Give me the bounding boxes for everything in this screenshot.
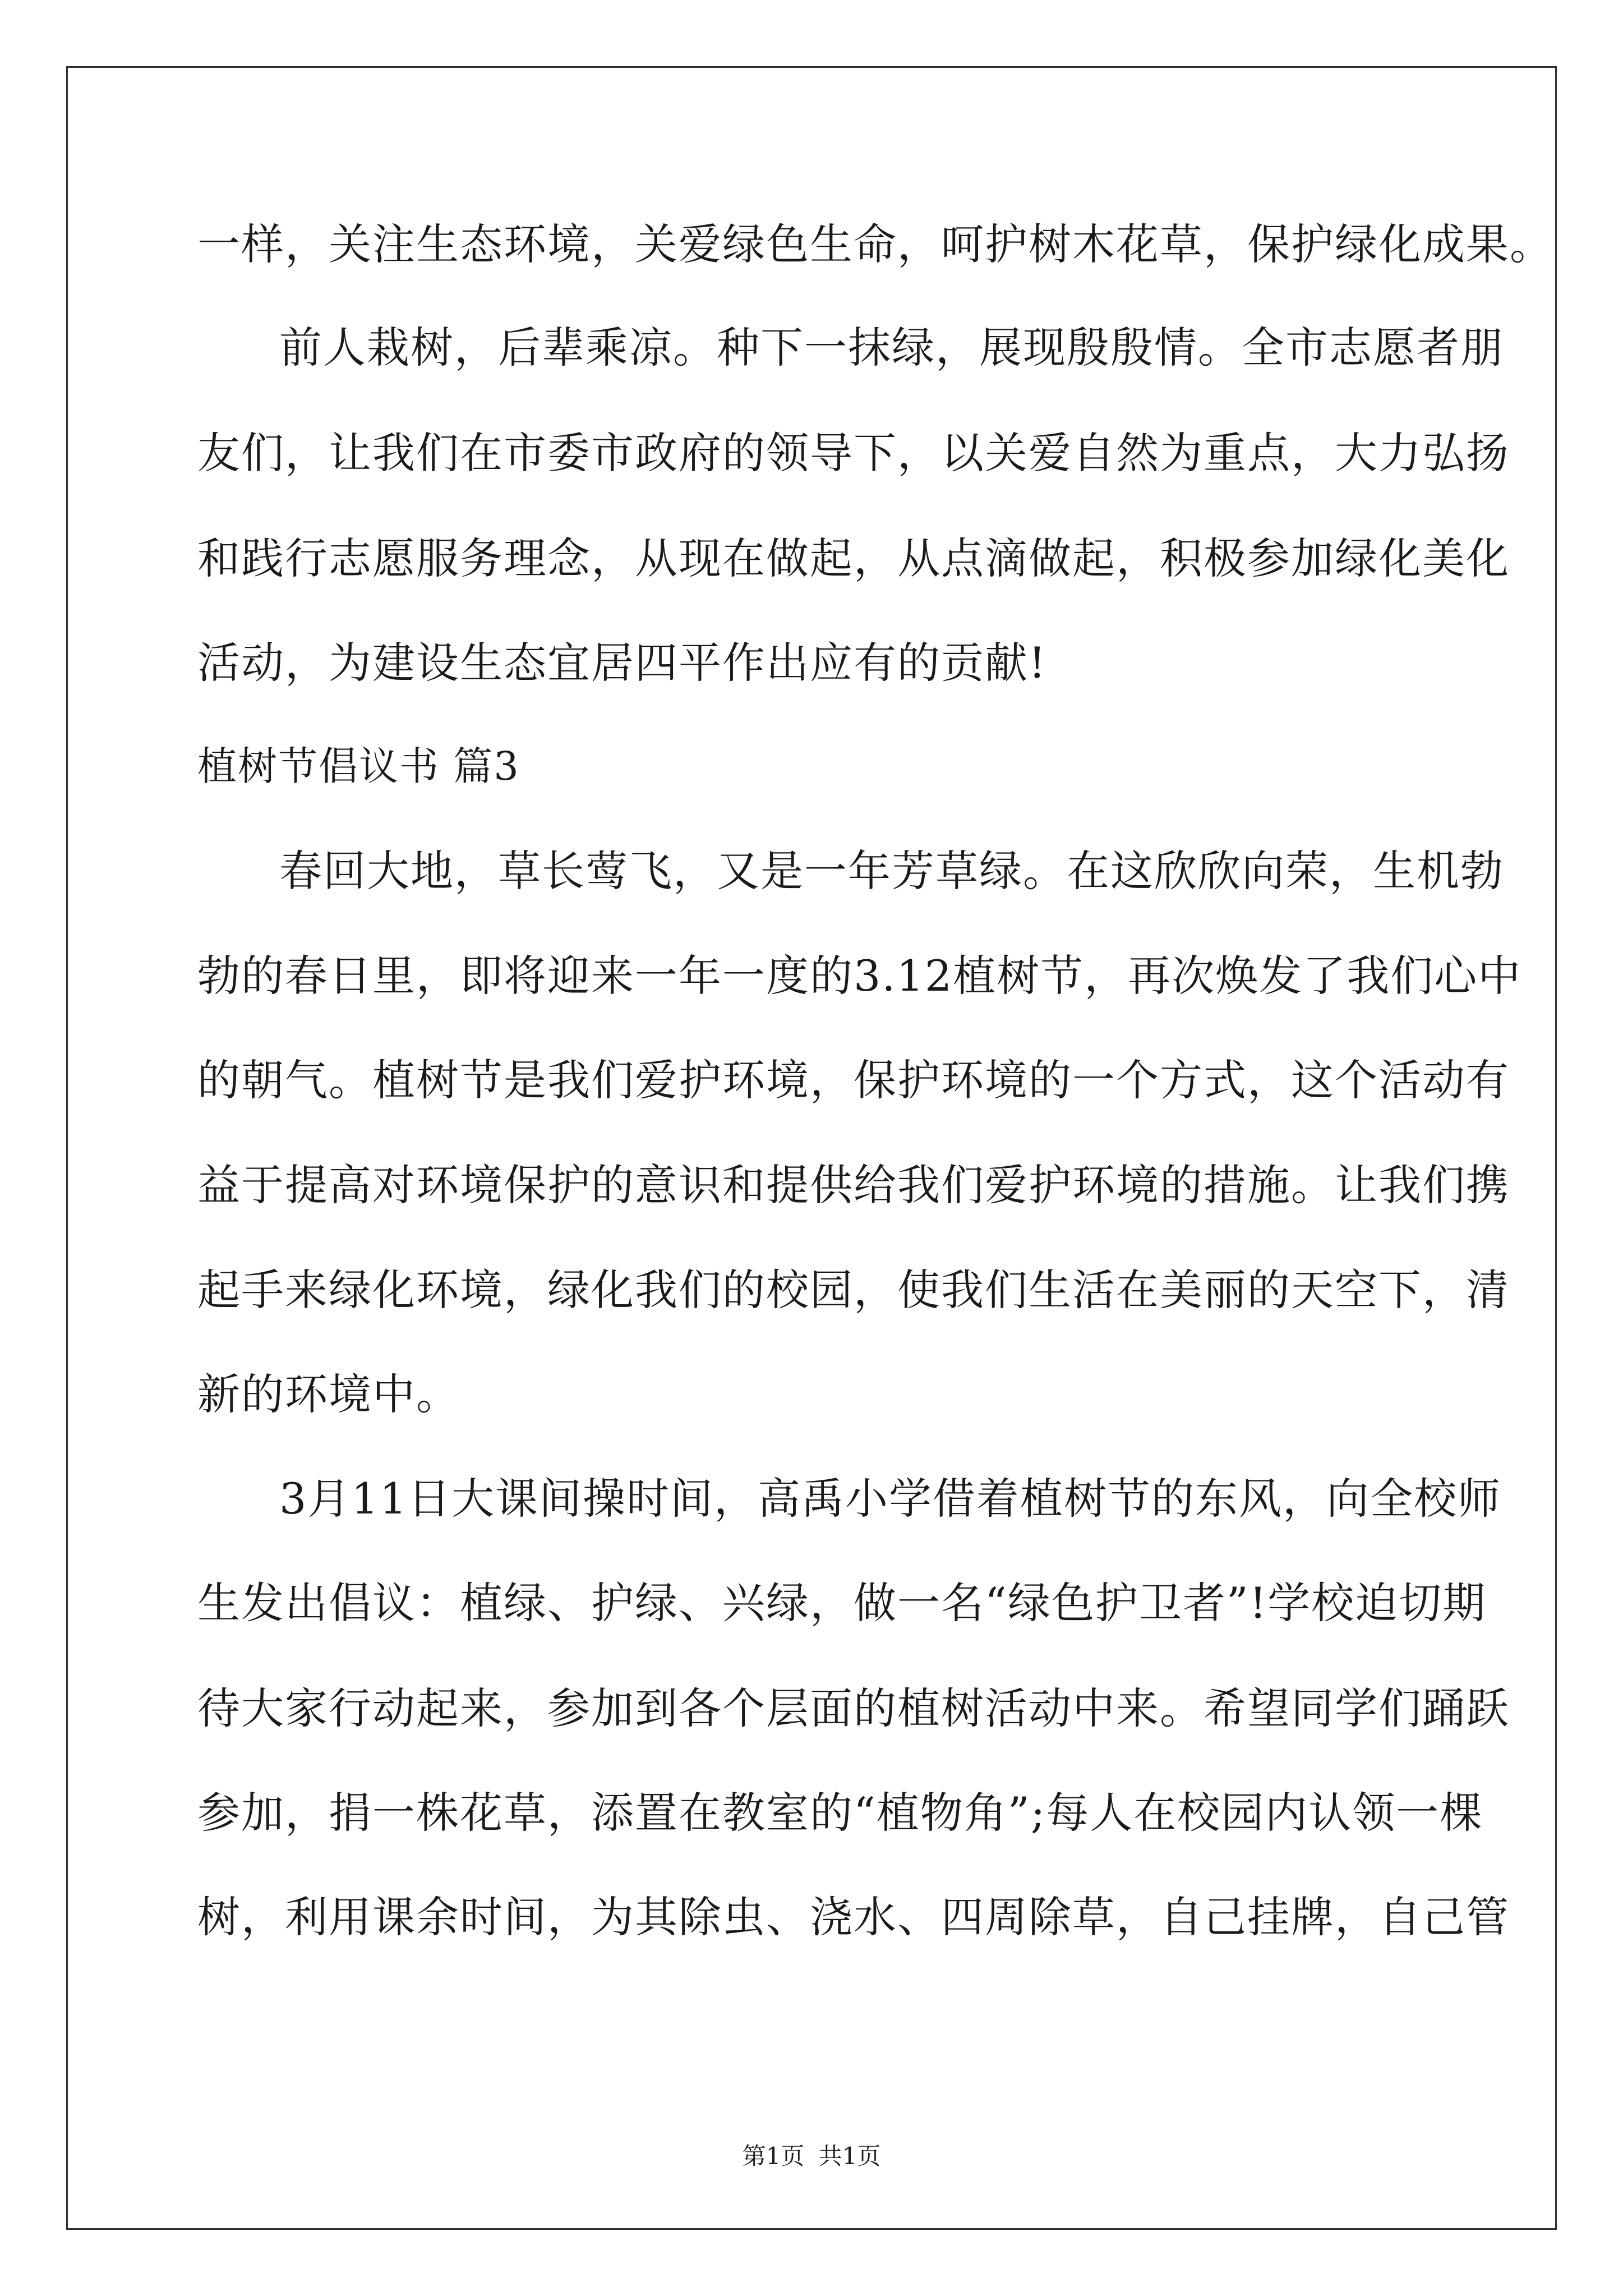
text-line: 益于提高对环境保护的意识和提供给我们爱护环境的措施。让我们携 bbox=[197, 1160, 1510, 1210]
section-heading: 植树节倡议书 篇3 bbox=[197, 743, 520, 789]
page-footer bbox=[0, 2141, 1623, 2172]
text-line: 活动，为建设生态宜居四平作出应有的贡献! bbox=[197, 638, 1047, 688]
text-line: 起手来绿化环境，绿化我们的校园，使我们生活在美丽的天空下，清 bbox=[197, 1265, 1510, 1315]
text-line: 参加，捐一株花草，添置在教室的“植物角”;每人在校园内认领一棵 bbox=[197, 1788, 1484, 1838]
text-line: 生发出倡议：植绿、护绿、兴绿，做一名“绿色护卫者”!学校迫切期 bbox=[197, 1578, 1487, 1628]
text-line: 新的环境中。 bbox=[197, 1369, 460, 1419]
text-line: 和践行志愿服务理念，从现在做起，从点滴做起，积极参加绿化美化 bbox=[197, 533, 1510, 583]
paragraph-first-line: 前人栽树，后辈乘凉。种下一抹绿，展现殷殷情。全市志愿者朋 bbox=[279, 323, 1504, 372]
text-line: 友们，让我们在市委市政府的领导下，以关爱自然为重点，大力弘扬 bbox=[197, 428, 1510, 478]
text-line: 一样，关注生态环境，关爱绿色生命，呵护树木花草，保护绿化成果。 bbox=[197, 219, 1553, 269]
text-line: 待大家行动起来，参加到各个层面的植树活动中来。希望同学们踊跃 bbox=[197, 1683, 1510, 1733]
paragraph-first-line: 3月11日大课间操时间，高禹小学借着植树节的东风，向全校师 bbox=[279, 1474, 1502, 1524]
total-pages: 共1页 bbox=[818, 2142, 881, 2170]
text-line: 勃的春日里，即将迎来一年一度的3.12植树节，再次焕发了我们心中 bbox=[197, 951, 1522, 1001]
paragraph-first-line: 春回大地，草长莺飞，又是一年芳草绿。在这欣欣向荣，生机勃 bbox=[279, 846, 1504, 896]
page-number: 第1页 bbox=[742, 2142, 805, 2170]
text-line: 树，利用课余时间，为其除虫、浇水、四周除草，自己挂牌，自己管 bbox=[197, 1892, 1510, 1942]
text-line: 的朝气。植树节是我们爱护环境，保护环境的一个方式，这个活动有 bbox=[197, 1055, 1510, 1105]
